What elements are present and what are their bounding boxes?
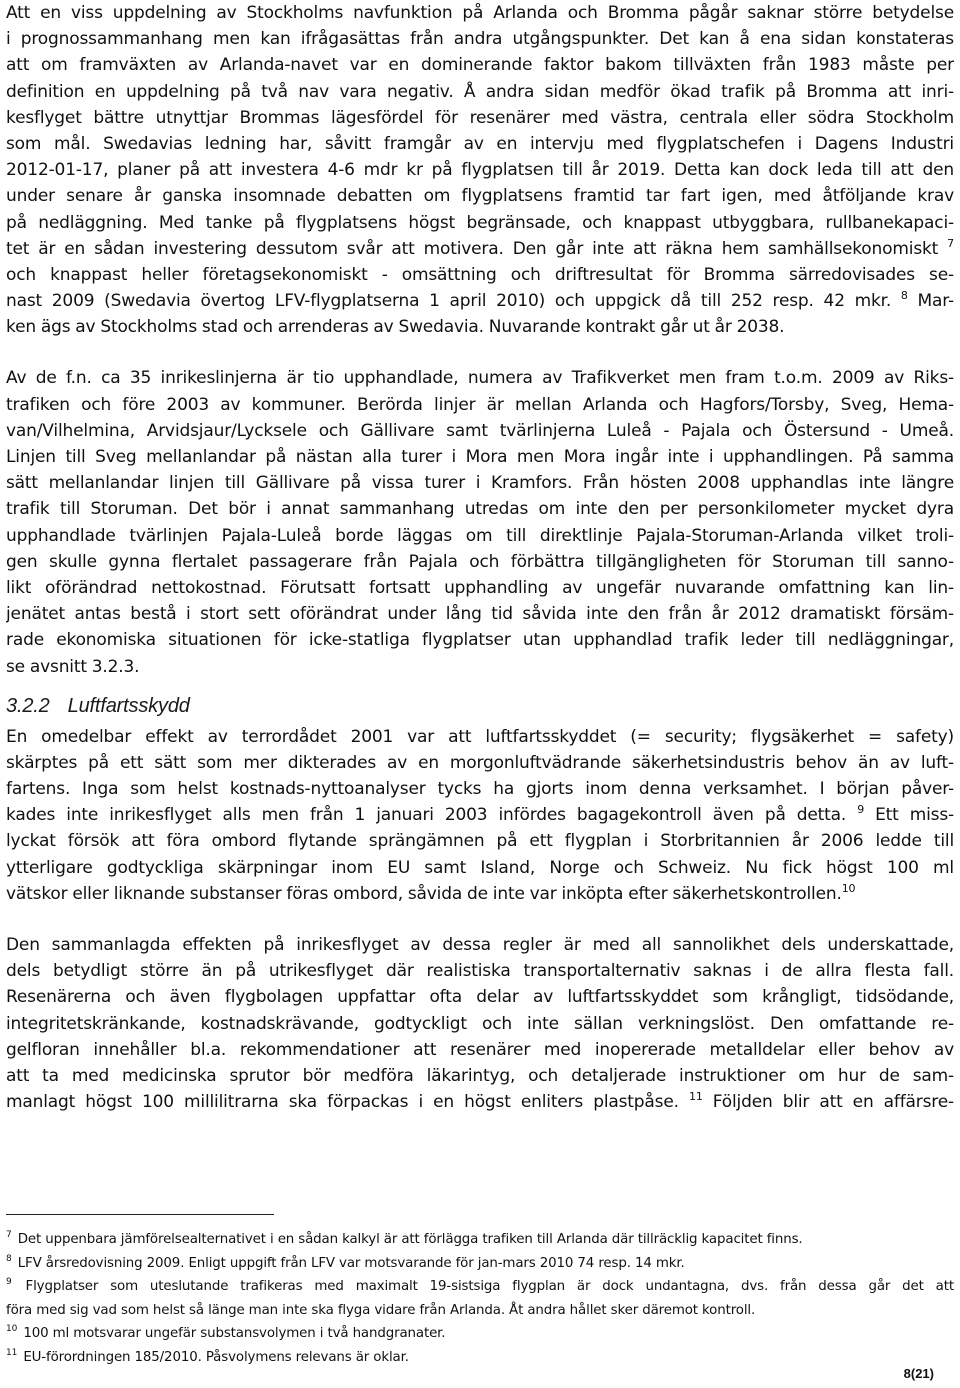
paragraph-line-text: kades inte inrikesflyget alls men från 1 januari 2003 infördes bagagekontroll även på detta. — [6, 805, 847, 826]
footnote-10 — [6, 1322, 954, 1346]
footnote-text: LFV årsredovisning 2009. Enligt uppgift från LFV var motsvarande för jan-mars 2010 74 resp. 14 mkr. — [17, 1255, 685, 1271]
paragraph-line — [6, 1089, 954, 1115]
footnote-reference[interactable]: 10 — [841, 881, 856, 895]
footnote-number: 7 — [6, 1230, 12, 1240]
paragraph-line: jenätet antas bestå i stort sett oförändrat under lång tid såvida inte den från år 2012 dramatiskt försäm- — [6, 604, 954, 625]
paragraph-line: i prognossammanhang men kan ifrågasättas från andra utgångspunkter. Det kan å ena sidan konstateras — [6, 29, 954, 50]
footnote-number: 9 — [6, 1277, 12, 1288]
paragraph-line — [6, 802, 954, 828]
footnote-reference[interactable]: 7 — [947, 236, 954, 250]
paragraph-line: på nedläggning. Med tanke på flygplatsens högst begränsade, och knappast utbyggbara, rullbanekapaci- — [6, 212, 954, 233]
paragraph-line: att om framväxten av Arlanda-navet var en dominerande faktor bakom tillväxten från 1983 måste per — [6, 55, 954, 76]
footnote-11 — [6, 1346, 954, 1370]
paragraph-line — [6, 288, 954, 314]
paragraph-line: gen skulle gynna flertalet passagerare från Pajala och förbättra tillgängligheten för Storuman till sanno- — [6, 551, 954, 572]
paragraph-line: Att en viss uppdelning av Stockholms navfunktion på Arlanda och Bromma pågår saknar större betydelse — [6, 3, 954, 23]
paragraph-line: van/Vilhelmina, Arvidsjaur/Lycksele och Gällivare samt tvärlinjerna Luleå - Pajala och Östersund - Umeå. — [6, 420, 954, 441]
footnote-number: 11 — [6, 1347, 18, 1358]
paragraph-line: definition en uppdelning på två nav vara negativ. Å andra sidan medför ökad trafik på Bromma att inri- — [6, 81, 954, 102]
body-text — [6, 0, 954, 1115]
paragraph-line: under senare år ganska insomnade debatten om flygplatsens framtid tar fart igen, med åtföljande krav — [6, 186, 954, 207]
footnote-text: EU-förordningen 185/2010. Påsvolymens relevans är oklar. — [23, 1349, 409, 1365]
paragraph-line: integritetskränkande, kostnadskrävande, godtyckligt och inte sällan verkningslöst. Den omfattande re- — [6, 1013, 954, 1034]
paragraph-line: att ta med medicinska sprutor bör medföra läkarintyg, och detaljerade instruktioner om hur de sam- — [6, 1065, 954, 1086]
footnote-9-continued: föra med sig vad som helst så länge man inte ska flyga vidare från Arlanda. Åt andra hållet sker däremot kontroll. — [6, 1302, 756, 1318]
paragraph-line-text: Mar- — [917, 291, 954, 312]
paragraph-line: Den sammanlagda effekten på inrikesflyget av dessa regler är med all sannolikhet dels underskattade, — [6, 935, 954, 955]
paragraph-line: ytterligare godtyckliga skärpningar inom EU samt Island, Norge och Schweiz. Nu fick högst 100 ml — [6, 857, 954, 878]
paragraph-line: Resenärerna och även flygbolagen uppfattar ofta delar av luftfartsskyddet som krångligt, tidsödande, — [6, 987, 954, 1008]
paragraph-line: dels betydligt större än på utrikesflyget där realistiska transportalternativ saknas i de allra flesta fall. — [6, 961, 954, 982]
paragraph-line: 2012-01-17, planer på att investera 4-6 mdr kr på flygplatsen till år 2019. Detta kan dock leda till att den — [6, 160, 954, 181]
paragraph-line — [6, 881, 954, 907]
footnote-reference[interactable]: 9 — [857, 803, 865, 817]
footnote-number: 8 — [6, 1253, 12, 1264]
paragraph-gap — [6, 340, 954, 365]
paragraph-line-text: Ett miss- — [875, 805, 954, 826]
paragraph-line: ken ägs av Stockholms stad och arrenderas av Swedavia. Nuvarande kontrakt går ut år 2038. — [6, 317, 785, 338]
footnote-reference[interactable]: 11 — [688, 1090, 703, 1104]
footnote-8 — [6, 1252, 954, 1276]
paragraph-line: rade ekonomiska situationen för icke-statliga flygplatser utan upphandlad trafik leder till nedläggningar, — [6, 630, 954, 651]
paragraph-line: och knappast heller företagsekonomiskt - omsättning och driftresultat för Bromma särredovisades se- — [6, 264, 954, 285]
paragraph-line: gelfloran innehåller bl.a. rekommendationer att resenärer med inopererade metalldelar eller behov av — [6, 1039, 954, 1060]
footnote-text: Det uppenbara jämförelsealternativet i en sådan kalkyl är att förlägga trafiken till Arlanda där tillräcklig kapacitet finns. — [17, 1232, 803, 1247]
section-number: 3.2.2 — [6, 694, 50, 717]
footnote-7 — [6, 1228, 954, 1252]
footnote-separator — [6, 1214, 274, 1215]
paragraph-line: upphandlade tvärlinjen Pajala-Luleå borde läggas om till direktlinje Pajala-Storuman-Arlanda vilket troli- — [6, 525, 954, 546]
paragraph-gap — [6, 907, 954, 932]
paragraph-line: som mål. Swedavias ledning har, såvitt framgår av en intervju med flygplatschefen i Dagens Industri — [6, 133, 954, 154]
paragraph-line-text: manlagt högst 100 millilitrarna ska förpackas i en högst enliters plastpåse. — [6, 1092, 679, 1113]
footnote-number: 10 — [6, 1324, 18, 1335]
footnote-text: 100 ml motsvarar ungefär substansvolymen i två handgranater. — [23, 1326, 446, 1342]
paragraph-line: se avsnitt 3.2.3. — [6, 656, 140, 677]
footnotes — [6, 1228, 954, 1370]
paragraph-line-text: nast 2009 (Swedavia övertog LFV-flygplatserna 1 april 2010) och uppgick då till 252 resp. 42 mkr. — [6, 291, 892, 312]
footnote-9 — [6, 1275, 954, 1299]
paragraph-line: likt oförändrad nettokostnad. Förutsatt fortsatt upphandling av ungefär nuvarande omfattning kan lin- — [6, 577, 954, 598]
paragraph-line: En omedelbar effekt av terrordådet 2001 var att luftfartsskyddet (= security; flygsäkerhet = safety) — [6, 726, 954, 747]
paragraph-line: lyckat försök att föra ombord flytande sprängämnen på ett flygplan i Storbritannien år 2006 ledde till — [6, 831, 954, 852]
paragraph-line: Linjen till Sveg mellanlandar på nästan alla turer i Mora men Mora ingår inte i upphandlingen. På samma — [6, 447, 954, 467]
footnote-text: Flygplatser som uteslutande trafikeras med maximalt 19-sistsiga flygplan är dock undantagna, dvs. från dessa går det att — [25, 1279, 954, 1295]
paragraph-line-text: vätskor eller liknande substanser föras ombord, såvida de inte var inköpta efter säkerhetskontrollen. — [6, 883, 842, 904]
paragraph-line: sätt mellanlandar linjen till Gällivare på vissa turer i Kramfors. Från hösten 2008 upphandlas inte längre — [6, 473, 954, 494]
paragraph-line: fartens. Inga som helst kostnads-nyttoanalyser tycks ha gjorts inom denna verksamhet. I början påver- — [6, 779, 954, 800]
paragraph-line-text: tet är en sådan investering dessutom svår att motivera. Den går inte att räkna hem samhällsekonomiskt — [6, 238, 939, 259]
section-heading — [6, 688, 954, 724]
paragraph-line: trafik till Storuman. Det bör i annat sammanhang utredas om inte den per personkilometer mycket dyra — [6, 499, 954, 520]
paragraph-line: kesflyget bättre utnyttjar Brommas lägesfördel för resenärer med västra, centrala eller södra Stockholm — [6, 107, 954, 128]
paragraph-line: Av de f.n. ca 35 inrikeslinjerna är tio upphandlade, numera av Trafikverket men fram t.o.m. 2009 av Riks- — [6, 368, 954, 389]
section-title: Luftfartsskydd — [67, 694, 190, 717]
footnote-reference[interactable]: 8 — [900, 289, 908, 303]
paragraph-line — [6, 236, 954, 262]
page-number: 8(21) — [903, 1366, 934, 1381]
paragraph-line: skärptes på ett sätt som mer dikterades av en morgonluftvädrande säkerhetsindustris behov än av luft- — [6, 752, 954, 773]
paragraph-line: trafiken och före 2003 av kommuner. Berörda linjer är mellan Arlanda och Hagfors/Torsby, Sveg, Hema- — [6, 394, 954, 415]
paragraph-line-text: Följden blir att en affärsre- — [712, 1092, 954, 1113]
